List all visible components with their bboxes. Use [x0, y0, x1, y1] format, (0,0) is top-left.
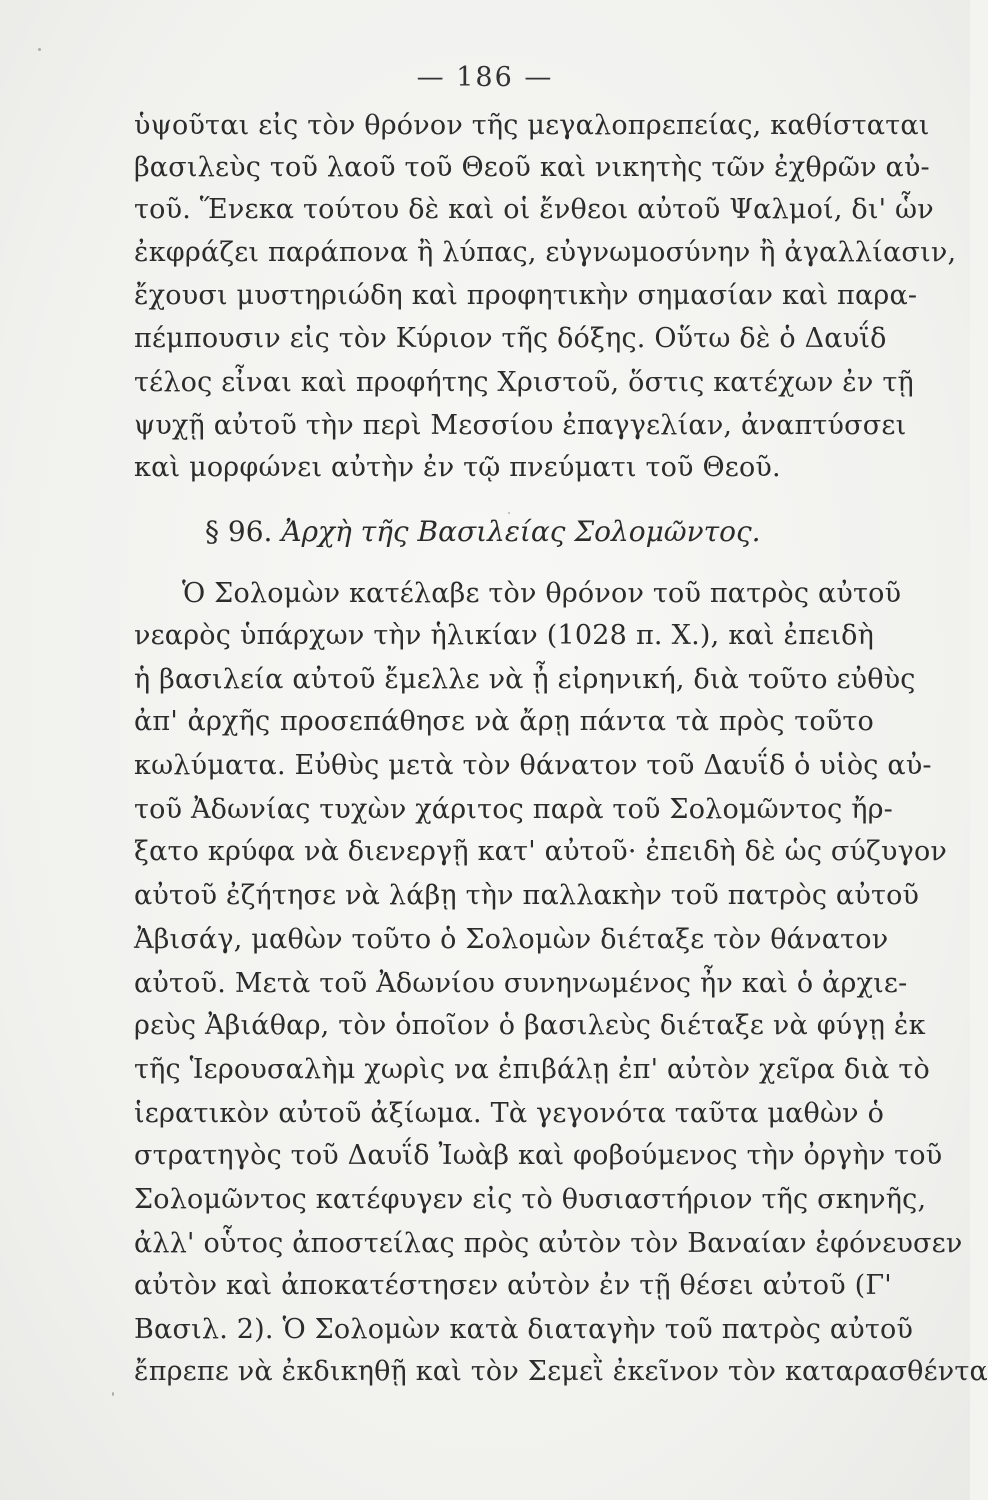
- section-heading: [205, 515, 805, 548]
- text-line: νεαρὸς ὑπάρχων τὴν ἡλικίαν (1028 π. Χ.), καὶ ἐπειδὴ: [134, 620, 874, 651]
- text-line: στρατηγὸς τοῦ Δαυΐδ Ἰωὰβ καὶ φοβούμενος τὴν ὀργὴν τοῦ: [134, 1140, 943, 1171]
- text-line: Ὁ Σολομὼν κατέλαβε τὸν θρόνον τοῦ πατρὸς αὐτοῦ: [182, 578, 902, 609]
- section-title: Ἀρχὴ τῆς Βασιλείας Σολομῶντος.: [281, 515, 761, 548]
- text-line: αὐτοῦ. Μετὰ τοῦ Ἀδωνίου συνηνωμένος ἦν καὶ ὁ ἀρχιε-: [134, 968, 908, 999]
- text-line: πέμπουσιν εἰς τὸν Κύριον τῆς δόξης. Οὕτω δὲ ὁ Δαυΐδ: [134, 323, 887, 354]
- text-line: ὑψοῦται εἰς τὸν θρόνον τῆς μεγαλοπρεπείας, καθίσταται: [134, 110, 930, 141]
- text-line: τῆς Ἱερουσαλὴμ χωρὶς να ἐπιβάλῃ ἐπ' αὐτὸν χεῖρα διὰ τὸ: [134, 1054, 930, 1085]
- section-number: § 96.: [205, 515, 273, 548]
- text-line: αὐτὸν καὶ ἀποκατέστησεν αὐτὸν ἐν τῇ θέσει αὐτοῦ (Γ': [134, 1270, 892, 1301]
- text-line: Σολομῶντος κατέφυγεν εἰς τὸ θυσιαστήριον τῆς σκηνῆς,: [134, 1184, 927, 1215]
- paper-speck: [38, 48, 41, 51]
- text-line: ἀλλ' οὗτος ἀποστείλας πρὸς αὐτὸν τὸν Βαναίαν ἐφόνευσεν: [134, 1228, 963, 1259]
- page-number-header: — 186 —: [416, 62, 554, 93]
- text-line: ἱερατικὸν αὐτοῦ ἀξίωμα. Τὰ γεγονότα ταῦτα μαθὼν ὁ: [134, 1098, 885, 1129]
- text-line: ρεὺς Ἀβιάθαρ, τὸν ὁποῖον ὁ βασιλεὺς διέταξε νὰ φύγῃ ἐκ: [134, 1010, 926, 1041]
- paper-speck: [112, 1392, 114, 1396]
- text-line: κωλύματα. Εὐθὺς μετὰ τὸν θάνατον τοῦ Δαυΐδ ὁ υἱὸς αὐ-: [134, 750, 932, 781]
- text-line: τοῦ. Ἕνεκα τούτου δὲ καὶ οἱ ἔνθεοι αὐτοῦ Ψαλμοί, δι' ὧν: [134, 194, 934, 225]
- paper-speck: [508, 512, 510, 514]
- text-line: Ἀβισάγ, μαθὼν τοῦτο ὁ Σολομὼν διέταξε τὸν θάνατον: [134, 924, 889, 955]
- text-line: ἔχουσι μυστηριώδη καὶ προφητικὴν σημασίαν καὶ παρα-: [134, 280, 918, 311]
- text-line: ἐκφράζει παράπονα ἢ λύπας, εὐγνωμοσύνην ἢ ἀγαλλίασιν,: [134, 237, 957, 268]
- text-line: βασιλεὺς τοῦ λαοῦ τοῦ Θεοῦ καὶ νικητὴς τῶν ἐχθρῶν αὐ-: [134, 152, 930, 183]
- text-line: ψυχῇ αὐτοῦ τὴν περὶ Μεσσίου ἐπαγγελίαν, ἀναπτύσσει: [134, 410, 907, 441]
- text-line: τοῦ Ἀδωνίας τυχὼν χάριτος παρὰ τοῦ Σολομῶντος ἤρ-: [134, 794, 893, 825]
- text-line: ἔπρεπε νὰ ἐκδικηθῇ καὶ τὸν Σεμεῒ ἐκεῖνον τὸν καταρασθέντα: [134, 1356, 988, 1387]
- text-line: ἡ βασιλεία αὐτοῦ ἔμελλε νὰ ᾖ εἰρηνική, διὰ τοῦτο εὐθὺς: [134, 664, 916, 695]
- text-line: ξατο κρύφα νὰ διενεργῇ κατ' αὐτοῦ· ἐπειδὴ δὲ ὡς σύζυγον: [134, 836, 948, 867]
- text-line: ἀπ' ἀρχῆς προσεπάθησε νὰ ἄρῃ πάντα τὰ πρὸς τοῦτο: [134, 706, 874, 737]
- text-line: Βασιλ. 2). Ὁ Σολομὼν κατὰ διαταγὴν τοῦ πατρὸς αὐτοῦ: [134, 1314, 914, 1345]
- text-line: τέλος εἶναι καὶ προφήτης Χριστοῦ, ὅστις κατέχων ἐν τῇ: [134, 367, 914, 398]
- text-line: καὶ μορφώνει αὐτὴν ἐν τῷ πνεύματι τοῦ Θεοῦ.: [134, 452, 781, 483]
- text-line: αὐτοῦ ἐζήτησε νὰ λάβῃ τὴν παλλακὴν τοῦ πατρὸς αὐτοῦ: [134, 880, 920, 911]
